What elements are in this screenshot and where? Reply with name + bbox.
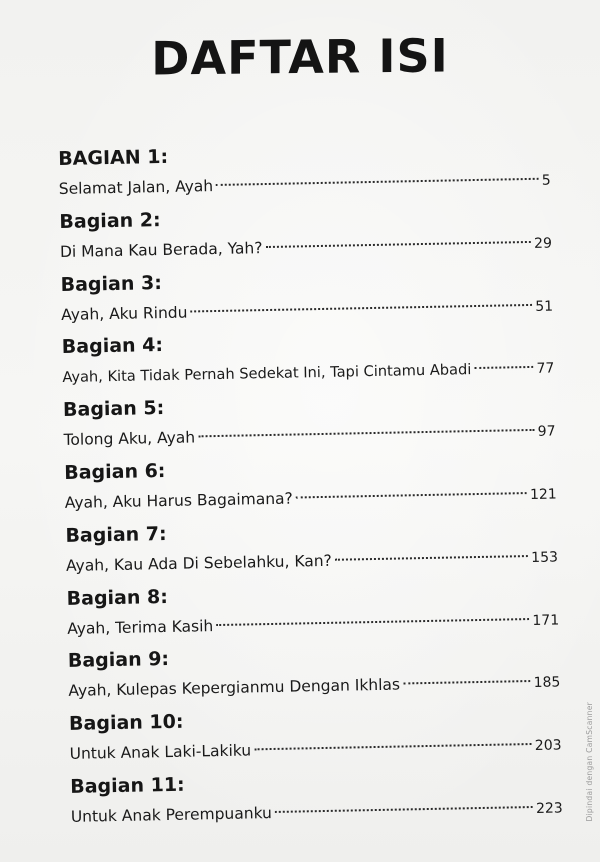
chapter-heading: Bagian 9:: [67, 648, 170, 673]
toc-entry-8: [66, 578, 559, 650]
chapter-title: Ayah, Aku Harus Bagaimana?: [64, 489, 293, 512]
chapter-title: Selamat Jalan, Ayah: [58, 177, 214, 198]
toc-entry-10: [69, 704, 562, 776]
page-title: DAFTAR ISI: [151, 28, 449, 86]
chapter-title: Ayah, Kulepas Kepergianmu Dengan Ikhlas: [68, 675, 401, 701]
chapter-heading: Bagian 8:: [66, 585, 169, 610]
toc-entry-11: [70, 766, 563, 838]
chapter-heading: Bagian 10:: [68, 710, 184, 736]
chapter-title: Ayah, Terima Kasih: [67, 616, 214, 638]
dot-leader: [216, 603, 530, 631]
dot-leader: [190, 289, 532, 318]
dot-leader: [334, 540, 528, 566]
page-number: 51: [535, 298, 554, 315]
chapter-heading: Bagian 4:: [61, 334, 164, 359]
dot-leader: [254, 728, 532, 755]
toc-entry-3: [60, 264, 553, 336]
chapter-title: Ayah, Aku Rindu: [61, 303, 188, 324]
page-number: 203: [534, 737, 562, 755]
chapter-title: Di Mana Kau Berada, Yah?: [59, 238, 263, 261]
chapter-heading: Bagian 3:: [60, 271, 163, 296]
toc-entry-9: [68, 641, 561, 713]
chapter-title: Untuk Anak Laki-Lakiku: [69, 741, 252, 764]
page-number: 185: [533, 674, 561, 692]
chapter-title: Tolong Aku, Ayah: [63, 428, 196, 450]
dot-leader: [216, 163, 539, 191]
chapter-title: Ayah, Kau Ada Di Sebelahku, Kan?: [65, 551, 332, 575]
toc-entry-4: [62, 327, 555, 399]
table-of-contents: [58, 139, 563, 839]
page-number: 171: [532, 612, 560, 629]
page-number: 77: [536, 360, 555, 378]
toc-entry-6: [64, 452, 557, 524]
page-number: 29: [533, 235, 553, 252]
page-number: 153: [531, 549, 559, 566]
chapter-title: Untuk Anak Perempuanku: [70, 803, 273, 826]
dot-leader: [295, 477, 527, 503]
toc-entry-2: [59, 201, 552, 273]
toc-entry-5: [63, 390, 556, 462]
page-number: 223: [535, 800, 563, 817]
toc-entry-1: [58, 139, 551, 211]
dot-leader: [265, 226, 531, 253]
chapter-heading: Bagian 7:: [65, 522, 167, 547]
dot-leader: [275, 791, 534, 818]
chapter-heading: BAGIAN 1:: [58, 145, 169, 170]
dot-leader: [403, 665, 531, 689]
chapter-heading: Bagian 11:: [70, 773, 185, 798]
page-number: 97: [537, 423, 556, 441]
dot-leader: [198, 414, 535, 442]
chapter-heading: Bagian 5:: [62, 397, 165, 422]
dot-leader: [474, 351, 534, 374]
page-number: 5: [541, 172, 551, 189]
chapter-heading: Bagian 2:: [59, 208, 161, 233]
scanner-watermark: Dipindai dengan CamScanner: [585, 702, 594, 822]
chapter-title: Ayah, Kita Tidak Pernah Sedekat Ini, Tapi Cintamu Abadi: [62, 361, 472, 387]
chapter-heading: Bagian 6:: [64, 459, 166, 484]
toc-entry-7: [65, 515, 558, 587]
page-number: 121: [529, 486, 557, 503]
